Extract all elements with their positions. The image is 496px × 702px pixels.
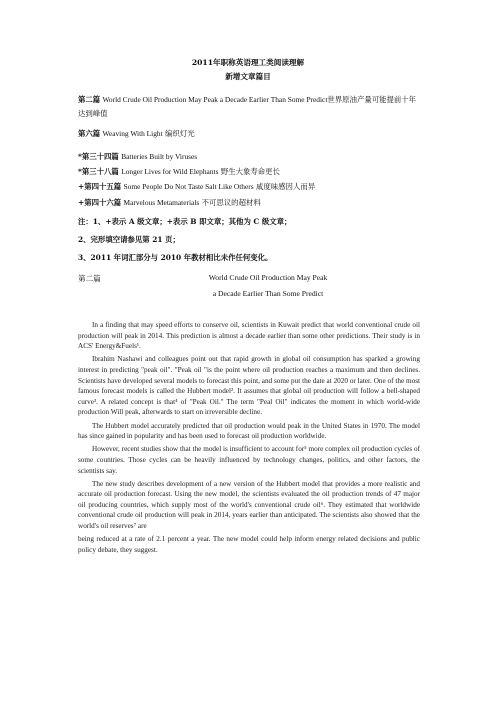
article-title-line-2: a Decade Earlier Than Some Predict bbox=[212, 289, 324, 298]
entry-chinese-title: 咸度味感因人而异 bbox=[255, 182, 316, 191]
entry-chinese-title: 编织灯光 bbox=[165, 129, 195, 138]
article-paragraph: In a finding that may speed efforts to conserve oil, scientists in Kuwait predict that world conventional crude oil production will peak in 2014. This prediction is almost a decade earlier than some other predictions. Their study is in ACS' Energy&Fuels¹. bbox=[78, 321, 420, 351]
entry-chinese-title: 不可思议的超材料 bbox=[201, 198, 261, 207]
entry-label: 第六篇 bbox=[78, 129, 101, 138]
article-paragraph: However, recent studies show that the model is insufficient to account for⁵ more complex oil production cycles of some countries. Those cycles can be heavily influenced by technology changes, politics, and other factors, the scientists say. bbox=[78, 445, 420, 475]
note-line: 注：1、+表示 A 级文章；+表示 B 即文章；其他为 C 级文章； bbox=[78, 217, 292, 226]
article-paragraph: The new study describes development of a new version of the Hubbert model that provides a more realistic and accurate oil production forecast. Using the new model, the scientists evaluated the oil production trends of 47 major oil producing countries, which supply most of the world's conventional crude oil⁶. They estimated that worldwide conventional crude oil production will peak in 2014, years earlier than anticipated. The scientists also showed that the world's oil reserves⁷ are bbox=[78, 479, 420, 531]
entry-label: +第四十六篇 bbox=[78, 198, 122, 207]
note-line: 2、完形填空请参见第 21 页； bbox=[78, 235, 180, 244]
entry-label: *第三十八篇 bbox=[78, 167, 119, 176]
document-subtitle: 新增文章篇目 bbox=[225, 72, 271, 81]
note-line: 3、2011 年词汇部分与 2010 年教材相比未作任何变化。 bbox=[78, 253, 273, 262]
article-paragraph: The Hubbert model accurately predicted that oil production would peak in the United States in 1970. The model has since gained in popularity and has been used to forecast oil production worldwide. bbox=[78, 421, 420, 441]
article-entry bbox=[78, 93, 418, 121]
document-title: 2011年职称英语理工类阅读理解 bbox=[191, 58, 305, 67]
entry-english-title: World Crude Oil Production May Peak a Decade Earlier Than Some Predict bbox=[102, 95, 328, 104]
article-paragraph: Ibrahim Nashawi and colleagues point out that rapid growth in global oil consumption has sparked a growing interest in predicting "peak oil". "Peak oil "is the point where oil production reaches a maximum and then declines. Scientists have developed several models to forecast this point, and some put the date at 2020 or later. One of the most famous forecast models is called the Hubbert model². It assumes that global oil production will follow a bell-shaped curve³. A related concept is that⁴ of "Peak Oil." The term "Peal Oil" indicates the moment in which world-wide production Will peak, afterwards to start on irreversible decline. bbox=[78, 355, 420, 417]
article-section-label: 第二篇 bbox=[78, 274, 101, 283]
entry-label: +第四十五篇 bbox=[78, 182, 122, 191]
entry-english-title: Weaving With Light bbox=[102, 129, 163, 138]
entry-english-title: Some People Do Not Taste Salt Like Others bbox=[123, 182, 254, 191]
article-entry bbox=[78, 180, 418, 194]
entry-chinese-title: 世界原油产量可能提前十年达到峰值 bbox=[78, 95, 417, 118]
entry-english-title: Longer Lives for Wild Elephants bbox=[121, 167, 219, 176]
article-entry bbox=[78, 196, 418, 210]
article-entry bbox=[78, 165, 418, 179]
article-title-line-1: World Crude Oil Production May Peak bbox=[208, 273, 328, 282]
entry-label: *第三十四篇 bbox=[78, 152, 119, 161]
entry-chinese-title: 野生大象寿命更长 bbox=[220, 167, 280, 176]
entry-english-title: Marvelous Metamaterials bbox=[123, 198, 200, 207]
article-entry bbox=[78, 150, 418, 164]
entry-english-title: Batteries Built by Viruses bbox=[121, 152, 198, 161]
article-body bbox=[78, 320, 420, 558]
article-entry bbox=[78, 127, 418, 141]
article-paragraph: being reduced at a rate of 2.1 percent a year. The new model could help inform energy related decisions and public policy debate, they suggest. bbox=[78, 535, 420, 554]
entry-label: 第二篇 bbox=[78, 95, 101, 104]
